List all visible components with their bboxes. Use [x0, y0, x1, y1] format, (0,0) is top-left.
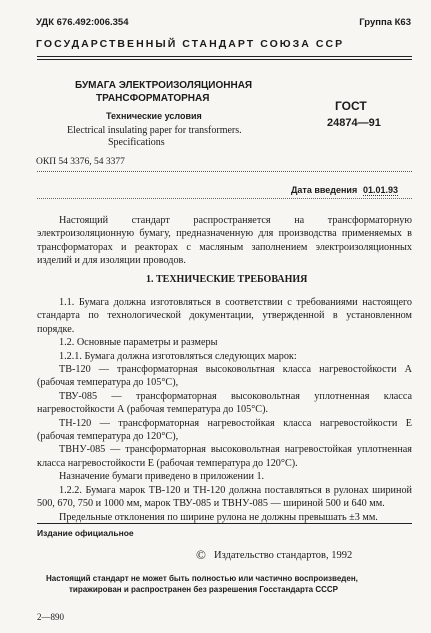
deviation-note: Предельные отклонения по ширине рулона не должны превышать ±3 мм. [59, 511, 378, 523]
copyright-icon: © [196, 547, 206, 562]
okp-rule [37, 171, 412, 172]
title-line-1: БУМАГА ЭЛЕКТРОИЗОЛЯЦИОННАЯ [75, 80, 253, 91]
header-rule-bottom [37, 59, 412, 60]
official-edition: Издание официальное [37, 528, 134, 538]
copyright-notice-2: тиражирован и распространен без разрешения Госстандарта СССР [69, 585, 338, 594]
grade-tvu-085: ТВУ-085 — трансформаторная высоковольтная уплотненная класса нагревостойкости А (рабочая температура до 105°С). [37, 390, 412, 416]
header-rule-top [37, 56, 412, 57]
title-english-2: Specifications [108, 137, 165, 148]
intro-text: Настоящий стандарт распространяется на трансформаторную электроизоляционную бумагу, предназначенную для производства применяемых в трансформаторах и реакторах с масляным заполнением электроизоляционных изделий и для изоляции проводов. [37, 215, 412, 267]
group-code: Группа К63 [359, 17, 411, 28]
intro-paragraph [37, 214, 412, 268]
grade-tvnu-085: ТВНУ-085 — трансформаторная высоковольтная нагревостойкая уплотненная класса нагревостойкости Е (рабочая температура до 120°С). [37, 444, 412, 469]
publisher-line: Издательство стандартов, 1992 [214, 550, 353, 561]
purpose-note: Назначение бумаги приведено в приложении 1. [59, 471, 265, 483]
paragraph-1-2: 1.2. Основные параметры и размеры [59, 337, 218, 349]
date-rule [37, 198, 412, 199]
okp-code: ОКП 54 3376, 54 3377 [36, 157, 125, 167]
copyright-notice-1: Настоящий стандарт не может быть полностью или частично воспроизведен, [46, 574, 358, 583]
section-1-heading: 1. ТЕХНИЧЕСКИЕ ТРЕБОВАНИЯ [146, 274, 308, 285]
paragraph-1-2-1: 1.2.1. Бумага должна изготовляться следующих марок: [59, 350, 297, 362]
intro-date-label: Дата введения [291, 185, 358, 195]
gost-label: ГОСТ [335, 99, 367, 113]
title-subtitle: Технические условия [106, 111, 202, 121]
section-1-body [37, 296, 412, 524]
paragraph-1-2-2: 1.2.2. Бумага марок ТВ-120 и ТН-120 должна поставляться в рулонах шириной 500, 670, 750 и 1000 мм, марок ТВУ-085 и ТВНУ-085 — шириной 500 и 640 мм. [37, 484, 412, 510]
footer-rule [37, 523, 412, 524]
gost-number: 24874—91 [327, 117, 381, 129]
grade-tv-120: ТВ-120 — трансформаторная высоковольтная класса нагревостойкости А (рабочая температура до 105°С), [37, 364, 412, 389]
udk-code: УДК 676.492:006.354 [36, 17, 129, 28]
page-code: 2—890 [37, 612, 64, 622]
title-line-2: ТРАНСФОРМАТОРНАЯ [96, 93, 210, 104]
grade-tn-120: ТН-120 — трансформаторная нагревостойкая класса нагревостойкости Е (рабочая температура до 120°С), [37, 417, 412, 443]
intro-date-value: 01.01.93 [363, 185, 399, 195]
title-english-1: Electrical insulating paper for transformers. [67, 125, 242, 136]
paragraph-1-1: 1.1. Бумага должна изготовляться в соответствии с требованиями настоящего стандарта по технологической документации, утвержденной в установленном порядке. [37, 297, 412, 335]
state-standard-title: ГОСУДАРСТВЕННЫЙ СТАНДАРТ СОЮЗА ССР [36, 38, 345, 50]
